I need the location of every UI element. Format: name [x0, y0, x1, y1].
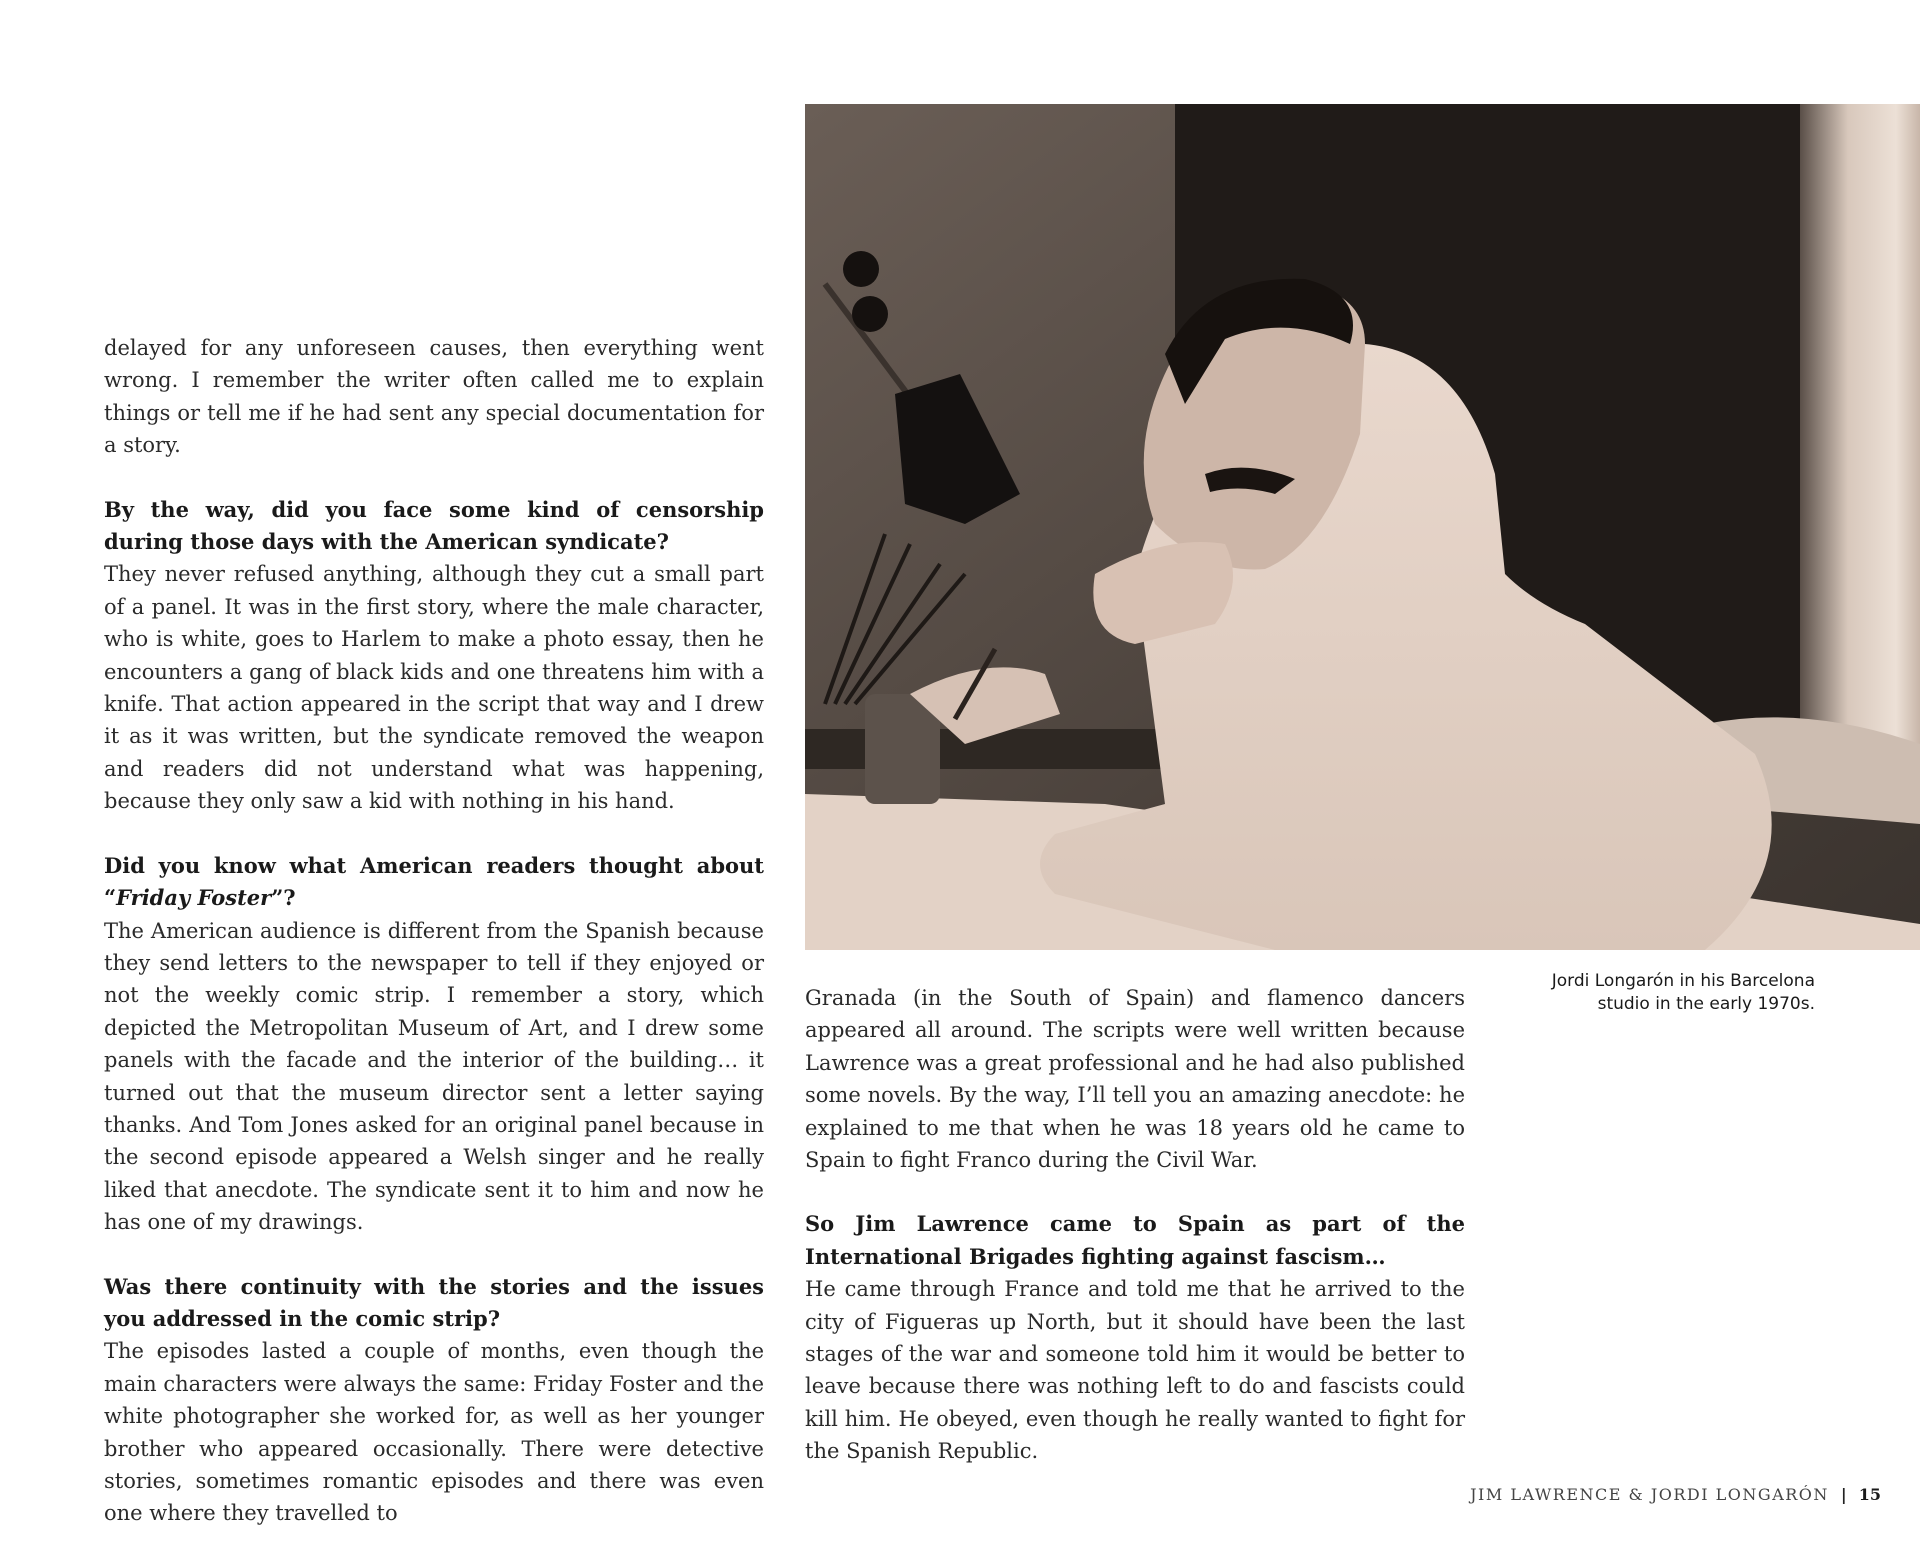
left-text-column	[104, 332, 764, 1530]
question-text: ”?	[271, 885, 296, 911]
paragraph: delayed for any unforeseen causes, then everything went wrong. I remember the writer often called me to explain things or tell me if he had sent any special documentation for a story.	[104, 336, 764, 458]
interview-answer: The American audience is different from the Spanish because they send letters to the newspaper to tell if they enjoyed or not the weekly comic strip. I remember a story, which depicted the Metropolitan Museum of Art, and I drew some panels with the facade and the interior of the building… it turned out that the museum director sent a letter saying thanks. And Tom Jones asked for an original panel because in the second episode appeared a Welsh singer and he really liked that anecdote. The syndicate sent it to him and now he has one of my drawings.	[104, 918, 764, 1235]
running-title: JIM LAWRENCE & JORDI LONGARÓN	[1470, 1485, 1829, 1504]
question-text: Did you know what American readers thought about “	[104, 852, 764, 911]
paragraph: Granada (in the South of Spain) and flamenco dancers appeared all around. The scripts were well written because Lawrence was a great professional and he had also published some novels. By the way, I’ll tell you an amazing anecdote: he explained to me that when he was 18 years old he came to Spain to fight Franco during the Civil War.	[805, 986, 1465, 1173]
page-number: 15	[1858, 1485, 1881, 1504]
interview-answer: They never refused anything, although they cut a small part of a panel. It was in the first story, where the male character, who is white, goes to Harlem to make a photo essay, then he encounters a gang of black kids and one threatens him with a knife. That action appeared in the script that way and I drew it as it was written, but the syndicate removed the weapon and readers did not understand what was happening, because they only saw a kid with nothing in his hand.	[104, 562, 764, 814]
interview-question: Was there continuity with the stories and the issues you addressed in the comic strip?	[104, 1273, 764, 1331]
photo-jordi-longaron	[805, 104, 1920, 950]
middle-text-column	[805, 982, 1465, 1468]
interview-question: So Jim Lawrence came to Spain as part of the International Brigades fighting against fascism…	[805, 1211, 1465, 1269]
page-footer	[1470, 1485, 1881, 1504]
caption-line: studio in the early 1970s.	[1597, 994, 1815, 1014]
interview-answer: The episodes lasted a couple of months, even though the main characters were always the same: Friday Foster and the white photographer she worked for, as well as her younger brother who appeared occasionally. There were detective stories, sometimes romantic episodes and there was even one where they travelled to	[104, 1339, 764, 1526]
photo-caption	[1500, 970, 1815, 1016]
interview-answer: He came through France and told me that he arrived to the city of Figueras up North, but it should have been the last stages of the war and someone told him it would be better to leave because there was nothing left to do and fascists could kill him. He obeyed, even though he really wanted to fight for the Spanish Republic.	[805, 1277, 1465, 1464]
caption-line: Jordi Longarón in his Barcelona	[1551, 971, 1815, 991]
interview-question	[104, 850, 764, 915]
sepia-photograph	[805, 104, 1920, 950]
comic-title: Friday Foster	[116, 885, 272, 911]
footer-separator: |	[1840, 1485, 1847, 1504]
interview-question: By the way, did you face some kind of censorship during those days with the American syndicate?	[104, 496, 764, 555]
